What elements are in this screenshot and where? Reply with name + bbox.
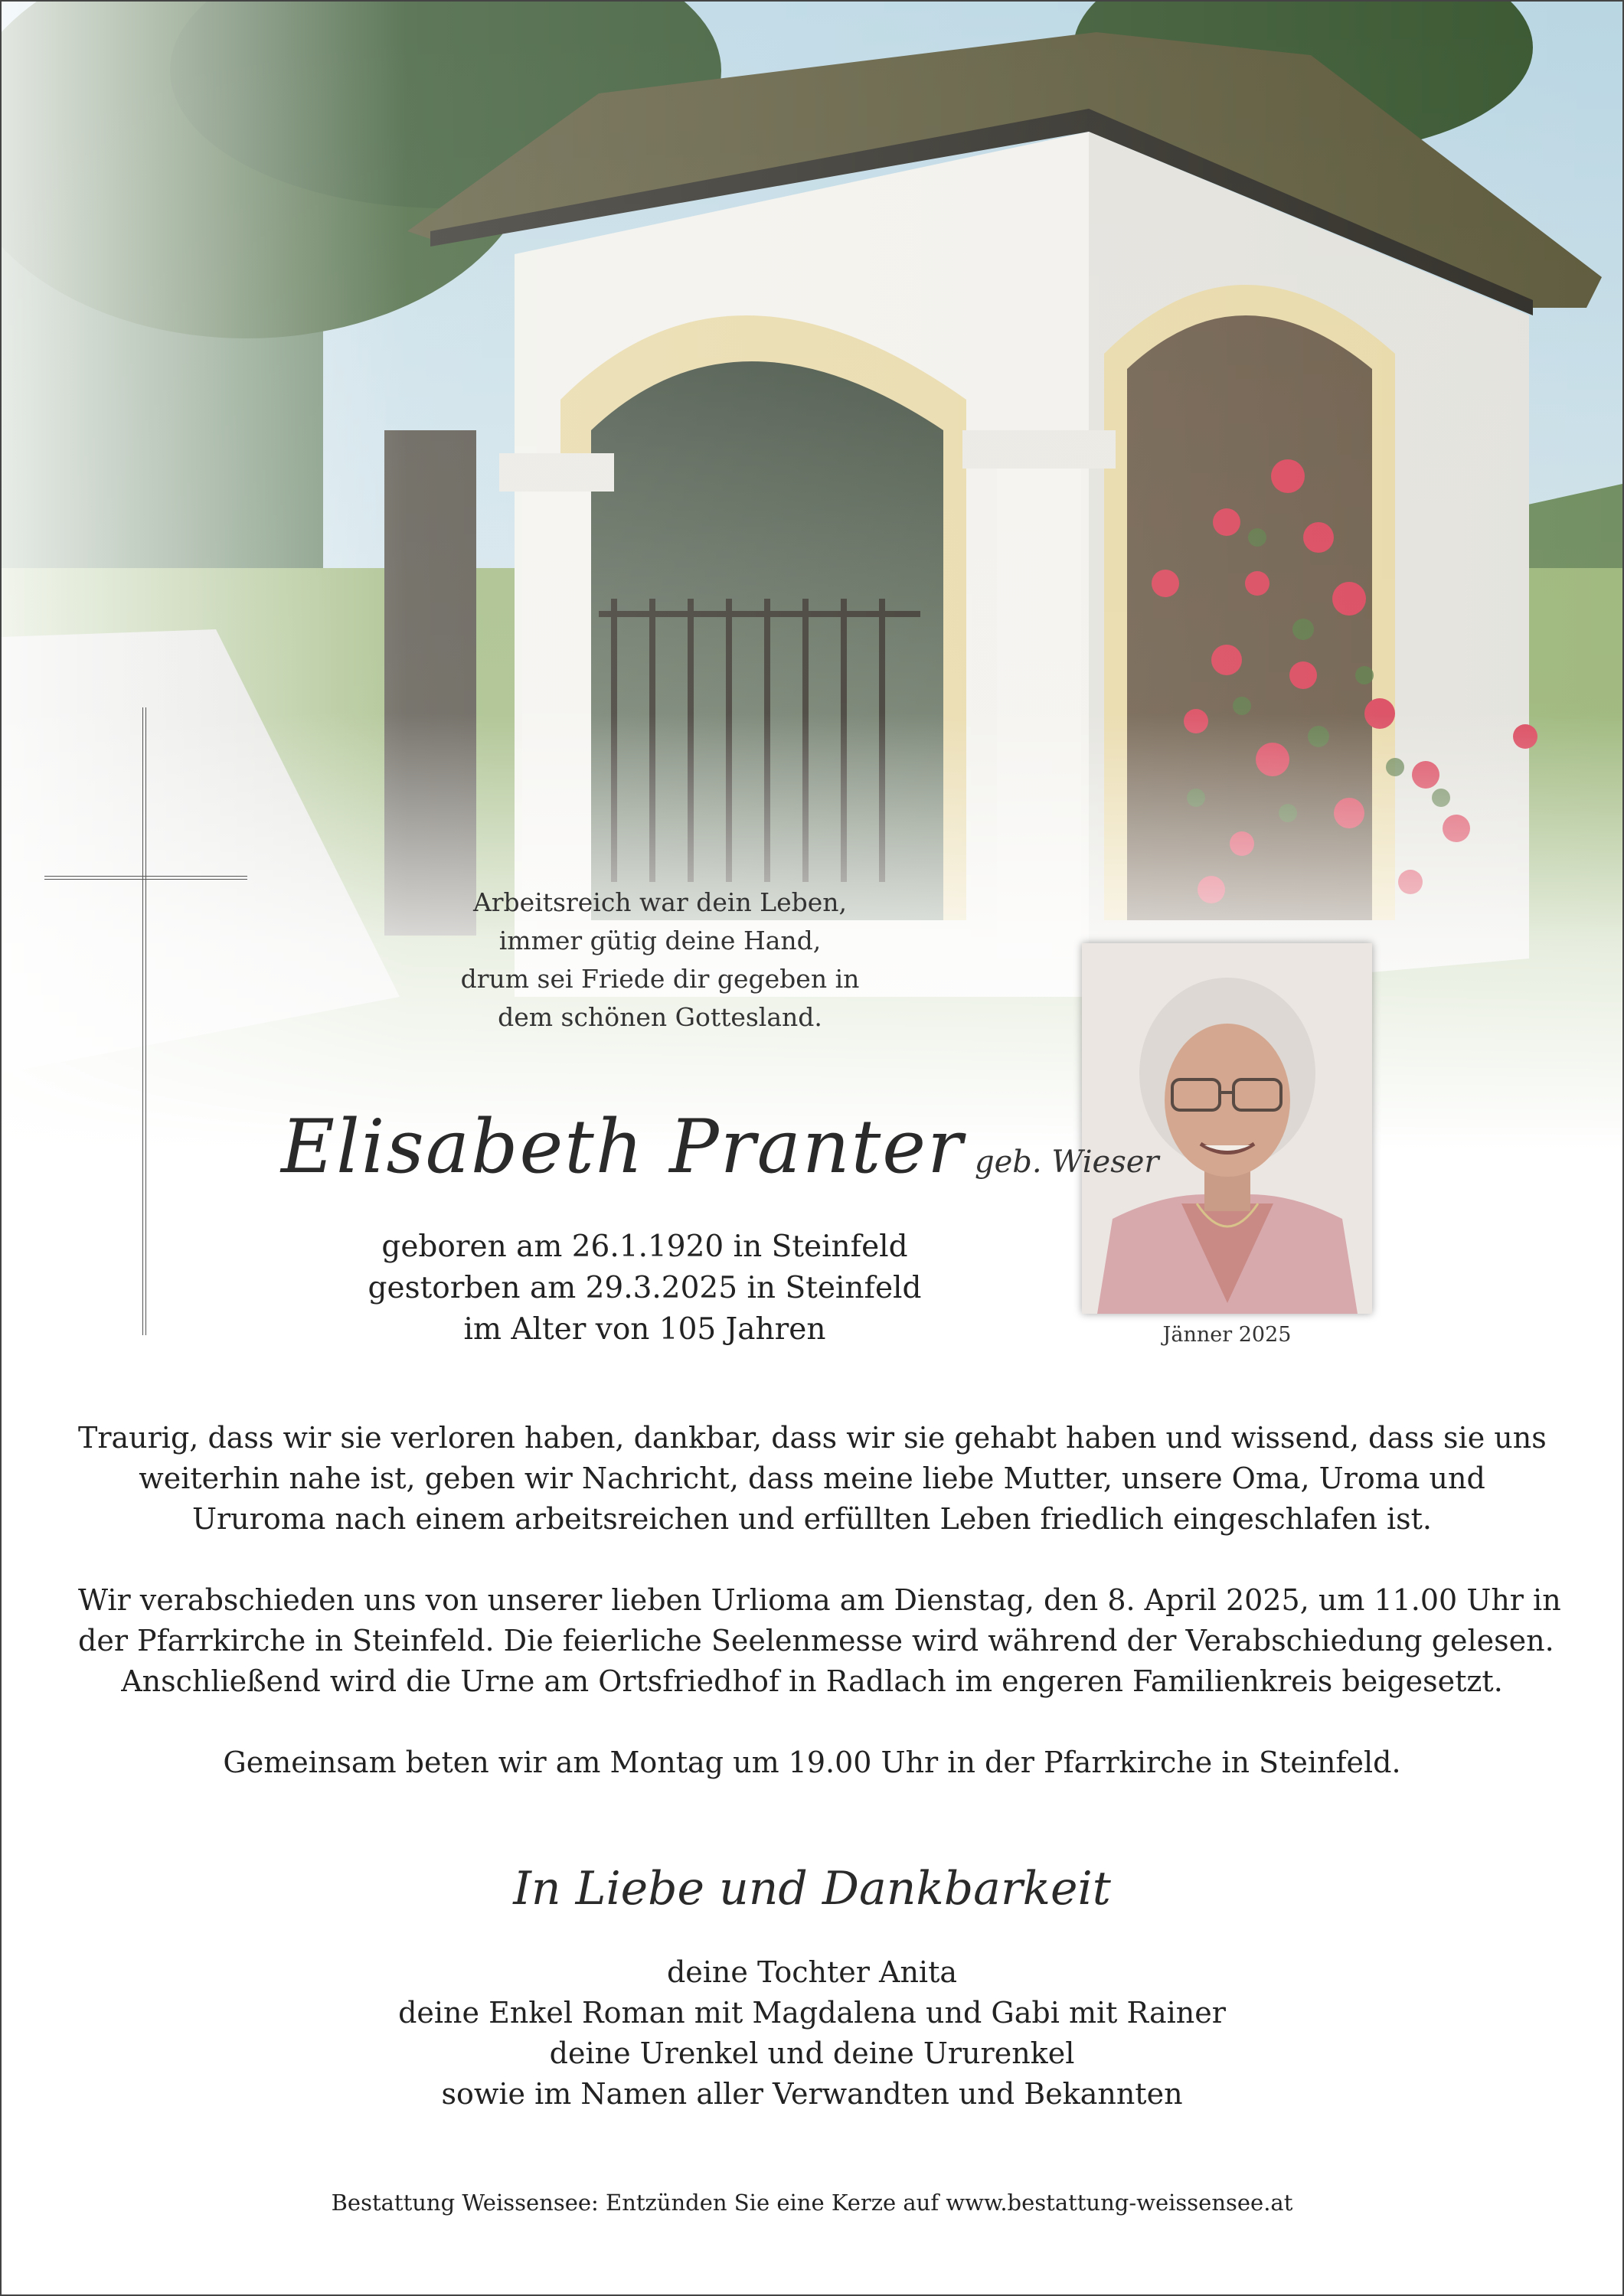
- text-line: Gemeinsam beten wir am Montag um 19.00 Uhr in der Pfarrkirche in Steinfeld.: [223, 1746, 1401, 1779]
- deceased-name: Elisabeth Pranter: [281, 1104, 964, 1190]
- mourner-line: sowie im Namen aller Verwandten und Bekannten: [441, 2077, 1183, 2111]
- death-date: gestorben am 29.3.2025 in Steinfeld: [368, 1271, 922, 1305]
- text-line: der Pfarrkirche in Steinfeld. Die feierliche Seelenmesse wird während der Verabschiedung gelesen.: [78, 1624, 1554, 1657]
- cross-horizontal-bar: [44, 876, 247, 880]
- poem: [430, 883, 890, 1037]
- birth-name: geb. Wieser: [975, 1145, 1159, 1180]
- deceased-name-line: [281, 1104, 1159, 1190]
- portrait-photo: [1082, 943, 1372, 1314]
- life-dates: [338, 1226, 951, 1350]
- mourner-line: deine Tochter Anita: [666, 1955, 958, 1989]
- cross-vertical-bar: [142, 707, 146, 1335]
- text-line: Traurig, dass wir sie verloren haben, dankbar, dass wir sie gehabt haben und wissend, dass sie uns: [78, 1421, 1547, 1455]
- mourners-list: [308, 1952, 1316, 2115]
- mourner-line: deine Urenkel und deine Ururenkel: [549, 2036, 1075, 2070]
- text-line: weiterhin nahe ist, geben wir Nachricht, dass meine liebe Mutter, unsere Oma, Uroma und: [139, 1462, 1485, 1495]
- portrait-caption: Jänner 2025: [1162, 1323, 1292, 1347]
- text-line: Wir verabschieden uns von unserer lieben Urlioma am Dienstag, den 8. April 2025, um 11.00 Uhr in: [78, 1583, 1561, 1617]
- mourner-line: deine Enkel Roman mit Magdalena und Gabi mit Rainer: [398, 1996, 1226, 2030]
- poem-line: dem schönen Gottesland.: [498, 1002, 822, 1032]
- text-line: Ururoma nach einem arbeitsreichen und erfüllten Leben friedlich eingeschlafen ist.: [191, 1502, 1432, 1536]
- funeral-paragraph: [78, 1580, 1561, 1702]
- funeral-home-footer: Bestattung Weissensee: Entzünden Sie eine Kerze auf www.bestattung-weissensee.at: [331, 2190, 1293, 2216]
- text-line: Anschließend wird die Urne am Ortsfriedhof in Radlach im engeren Familienkreis beigesetzt.: [121, 1664, 1503, 1698]
- prayer-paragraph: [78, 1742, 1546, 1783]
- closing-phrase: In Liebe und Dankbarkeit: [513, 1862, 1111, 1916]
- announcement-text: [78, 1418, 1561, 1824]
- poem-line: immer gütig deine Hand,: [498, 926, 822, 955]
- announcement-paragraph: [78, 1418, 1546, 1540]
- poem-line: Arbeitsreich war dein Leben,: [472, 887, 848, 917]
- age: im Alter von 105 Jahren: [463, 1312, 826, 1347]
- birth-date: geboren am 26.1.1920 in Steinfeld: [381, 1230, 908, 1264]
- poem-line: drum sei Friede dir gegeben in: [460, 964, 860, 994]
